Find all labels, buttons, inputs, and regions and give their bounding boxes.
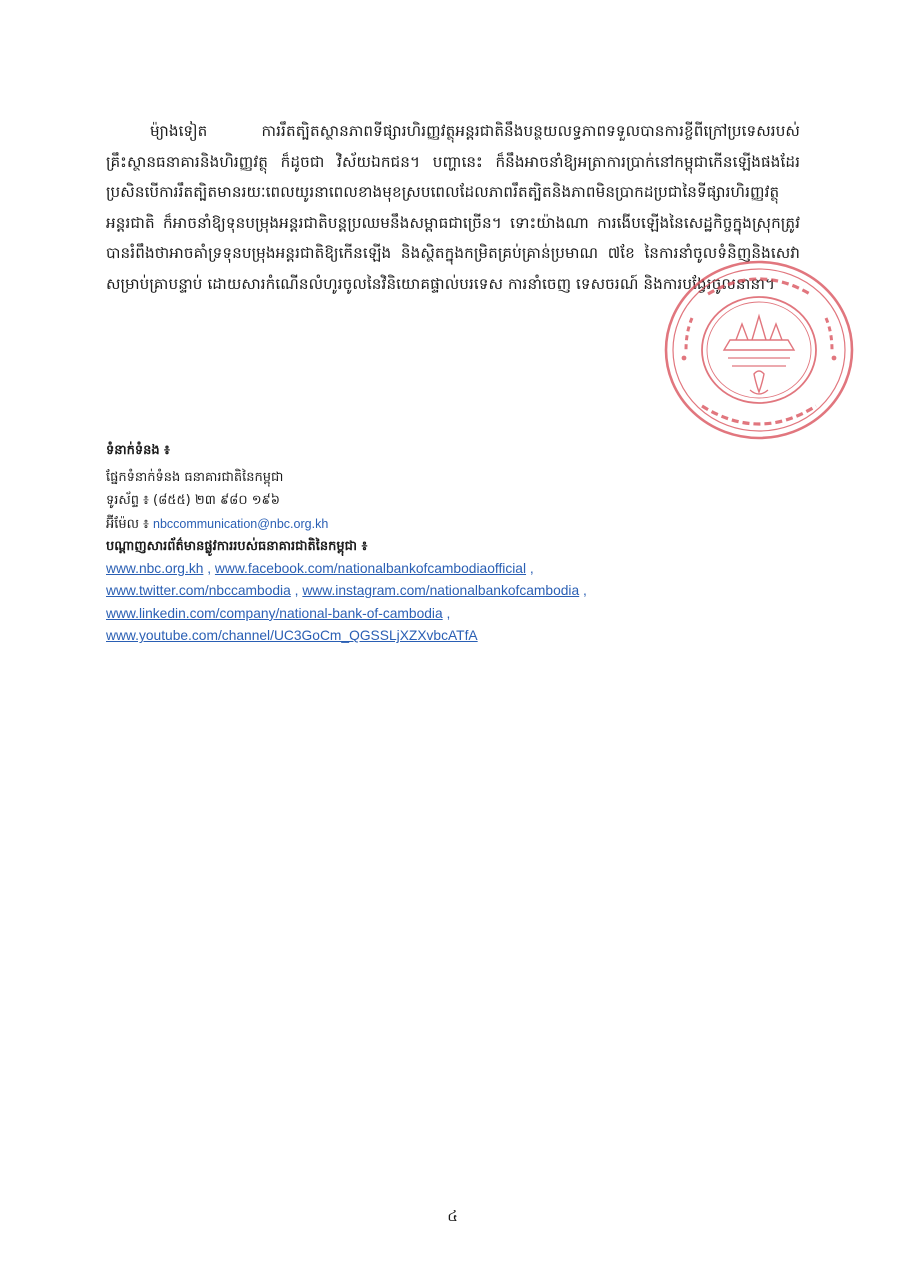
facebook-link[interactable]: www.facebook.com/nationalbankofcambodiaofficial bbox=[214, 561, 527, 576]
links-row-3 bbox=[106, 603, 806, 625]
links-row-4 bbox=[106, 625, 806, 647]
social-heading: បណ្ដាញសារព័ត៌មានផ្លូវការរបស់ធនាគារជាតិនៃកម្ពុជា ៖ bbox=[106, 539, 368, 554]
instagram-link[interactable]: www.instagram.com/nationalbankofcambodia bbox=[302, 583, 580, 599]
email-label: អ៊ីម៉ែល ៖ bbox=[106, 517, 149, 532]
twitter-link[interactable]: www.twitter.com/nbccambodia bbox=[106, 583, 291, 599]
link-separator: , bbox=[207, 561, 212, 576]
links-row-1 bbox=[106, 558, 806, 580]
linkedin-link[interactable]: www.linkedin.com/company/national-bank-of-cambodia bbox=[106, 605, 443, 621]
social-links bbox=[106, 558, 806, 648]
phone-value: (៨៥៥) ២៣ ៩៨០ ១៩៦ bbox=[153, 493, 280, 508]
email-link[interactable]: nbccommunication@nbc.org.kh bbox=[153, 517, 329, 531]
contact-email bbox=[106, 513, 806, 536]
phone-label: ទូរស័ព្ទ ៖ bbox=[106, 493, 149, 508]
official-seal-icon bbox=[662, 258, 856, 442]
contact-department: ផ្នែកទំនាក់ទំនង ធនាគារជាតិនៃកម្ពុជា bbox=[106, 470, 284, 485]
page-number: ៤ bbox=[447, 1207, 458, 1225]
link-separator: , bbox=[529, 561, 534, 576]
contact-section bbox=[106, 440, 806, 648]
link-separator: , bbox=[294, 583, 299, 599]
link-separator: , bbox=[446, 605, 451, 621]
contact-heading: ទំនាក់ទំនង ៖ bbox=[106, 443, 170, 458]
body-paragraph: ម៉្យាងទៀត ការរឹតត្បិតស្ថានភាពទីផ្សារហិរញ្ញវត្ថុអន្តរជាតិនឹងបន្ថយលទ្ធភាពទទួលបានការខ្ចីពីក្រៅប្រទេសរបស់គ្រឹះស្ថានធនាគារនិងហិរញ្ញវត្ថុ ក៏ដូចជា វិស័យឯកជន។ បញ្ហានេះ ក៏នឹងអាចនាំឱ្យអត្រាការប្រាក់នៅកម្ពុជាកើនឡើងផងដែរ ប្រសិនបើការរឹតត្បិតមានរយៈពេលយូរនាពេលខាងមុខស្របពេលដែលភាពរឹតត្បិតនិងភាពមិនប្រាកដប្រជានៃទីផ្សារហិរញ្ញវត្ថុអន្តរជាតិ ក៏អាចនាំឱ្យទុនបម្រុងអន្តរជាតិបន្តប្រឈមនឹងសម្ពាធជាច្រើន។ ទោះយ៉ាងណា ការងើបឡើងនៃសេដ្ឋកិច្ចក្នុងស្រុកត្រូវបានរំពឹងថាអាចគាំទ្រទុនបម្រុងអន្តរជាតិឱ្យកើនឡើង និងស្ថិតក្នុងកម្រិតគ្រប់គ្រាន់ប្រមាណ ៧ខែ នៃការនាំចូលទំនិញនិងសេវាសម្រាប់គ្រាបន្ទាប់ ដោយសារកំណើនលំហូរចូលនៃវិនិយោគផ្ទាល់បរទេស ការនាំចេញ ទេសចរណ៍ និងការបង្វែរចូលនានា។ bbox=[106, 122, 800, 293]
link-separator: , bbox=[583, 583, 587, 599]
links-row-2 bbox=[106, 580, 806, 602]
youtube-link[interactable]: www.youtube.com/channel/UC3GoCm_QGSSLjXZXvbcATfA bbox=[106, 628, 478, 644]
website-link[interactable]: www.nbc.org.kh bbox=[106, 561, 204, 576]
contact-phone bbox=[106, 490, 806, 513]
